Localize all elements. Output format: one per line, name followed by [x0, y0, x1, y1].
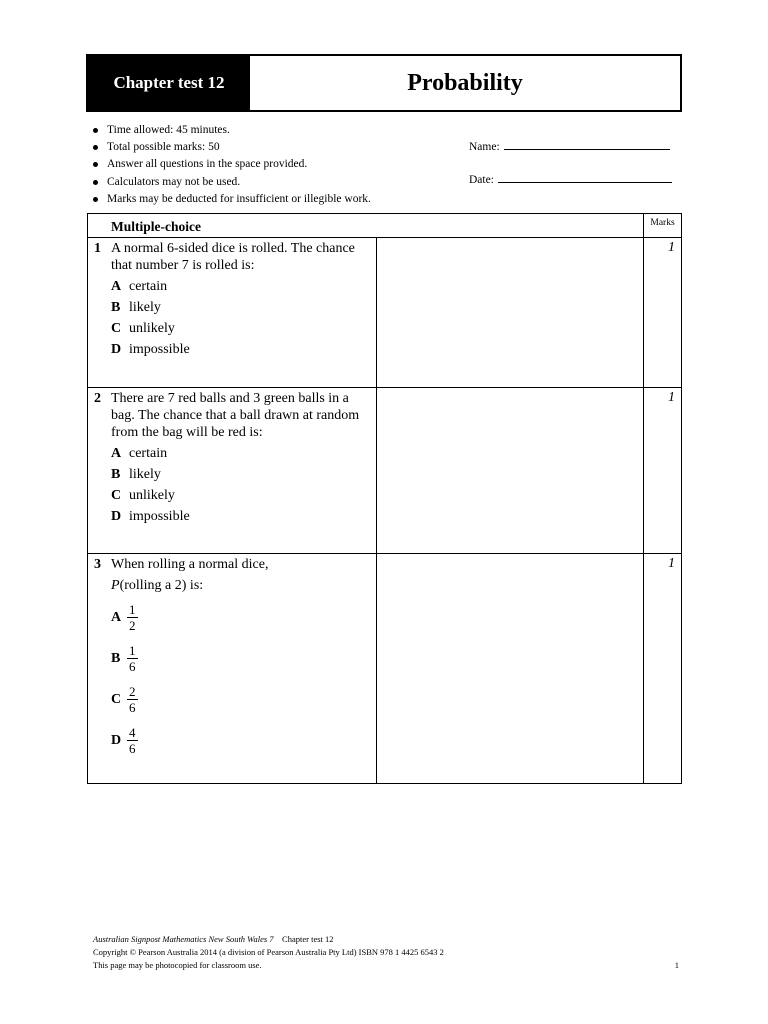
option-a — [111, 278, 370, 295]
denominator: 2 — [129, 618, 136, 633]
option-text: likely — [129, 300, 161, 315]
option-text: impossible — [129, 342, 190, 357]
question-number: 1 — [94, 241, 101, 256]
question-text-cell — [88, 554, 377, 784]
question-row-2 — [88, 388, 682, 554]
option-letter: B — [111, 300, 121, 315]
fraction — [127, 643, 138, 674]
question-text-cell — [88, 238, 377, 388]
page-number: 1 — [674, 960, 679, 970]
question-number: 2 — [94, 391, 101, 406]
fraction — [127, 602, 138, 633]
option-letter: C — [111, 321, 122, 336]
chapter-label: Chapter test 12 — [88, 56, 250, 110]
book-title: Australian Signpost Mathematics New South Wales 7 — [93, 934, 274, 944]
option-b — [111, 299, 370, 316]
question-marks: 1 — [644, 554, 682, 784]
instruction-item: Time allowed: 45 minutes. — [92, 122, 371, 139]
option-letter: A — [111, 610, 122, 625]
numerator: 2 — [129, 684, 136, 699]
date-label: Date: — [469, 174, 494, 186]
section-title: Multiple-choice — [88, 214, 644, 238]
denominator: 6 — [129, 741, 136, 756]
option-b — [111, 466, 370, 483]
answer-space[interactable] — [377, 388, 644, 554]
numerator: 1 — [129, 602, 136, 617]
option-c — [111, 487, 370, 504]
name-label: Name: — [469, 141, 500, 153]
option-letter: D — [111, 733, 122, 748]
option-letter: C — [111, 692, 122, 707]
option-letter: A — [111, 279, 122, 294]
option-b — [111, 641, 370, 676]
page-footer — [93, 933, 679, 972]
question-marks: 1 — [644, 238, 682, 388]
option-text: unlikely — [129, 488, 175, 503]
option-d — [111, 508, 370, 525]
date-field — [469, 172, 672, 186]
instruction-item: Answer all questions in the space provided. — [92, 156, 371, 173]
question-text-line2 — [111, 577, 370, 594]
test-label: Chapter test 12 — [282, 934, 334, 944]
answer-space[interactable] — [377, 238, 644, 388]
copyright-line: Copyright © Pearson Australia 2014 (a division of Pearson Australia Pty Ltd) ISBN 978 1 4425 6543 2 — [93, 947, 444, 957]
option-a — [111, 445, 370, 462]
question-text-rest: (rolling a 2) is: — [119, 578, 204, 593]
option-c — [111, 682, 370, 717]
denominator: 6 — [129, 659, 136, 674]
instruction-item: Calculators may not be used. — [92, 174, 371, 191]
option-a — [111, 600, 370, 635]
probability-symbol: P — [111, 578, 120, 593]
question-row-3 — [88, 554, 682, 784]
test-header — [86, 54, 682, 112]
instruction-item: Marks may be deducted for insufficient or illegible work. — [92, 191, 371, 208]
instructions-list — [92, 122, 371, 208]
option-d — [111, 341, 370, 358]
option-text: impossible — [129, 509, 190, 524]
option-text: certain — [129, 279, 168, 294]
fraction — [127, 725, 138, 756]
option-letter: D — [111, 342, 122, 357]
name-blank[interactable] — [504, 139, 670, 150]
option-letter: D — [111, 509, 122, 524]
question-marks: 1 — [644, 388, 682, 554]
option-d — [111, 723, 370, 758]
date-blank[interactable] — [498, 172, 672, 183]
marks-header: Marks — [644, 214, 682, 238]
numerator: 1 — [129, 643, 136, 658]
denominator: 6 — [129, 700, 136, 715]
question-number: 3 — [94, 557, 101, 572]
option-letter: B — [111, 651, 121, 666]
question-row-1 — [88, 238, 682, 388]
question-text: A normal 6-sided dice is rolled. The chance that number 7 is rolled is: — [111, 241, 355, 273]
question-table — [87, 213, 682, 784]
option-letter: A — [111, 446, 122, 461]
name-field — [469, 139, 670, 153]
option-letter: C — [111, 488, 122, 503]
photocopy-note: This page may be photocopied for classroom use. — [93, 960, 262, 970]
question-text-line1: When rolling a normal dice, — [111, 557, 269, 572]
question-text: There are 7 red balls and 3 green balls in a bag. The chance that a ball drawn at random from the bag will be red is: — [111, 391, 360, 440]
instruction-item: Total possible marks: 50 — [92, 139, 371, 156]
option-text: likely — [129, 467, 161, 482]
question-text-cell — [88, 388, 377, 554]
page-title: Probability — [407, 69, 523, 96]
option-c — [111, 320, 370, 337]
answer-space[interactable] — [377, 554, 644, 784]
numerator: 4 — [129, 725, 136, 740]
option-letter: B — [111, 467, 121, 482]
option-text: unlikely — [129, 321, 175, 336]
option-text: certain — [129, 446, 168, 461]
fraction — [127, 684, 138, 715]
